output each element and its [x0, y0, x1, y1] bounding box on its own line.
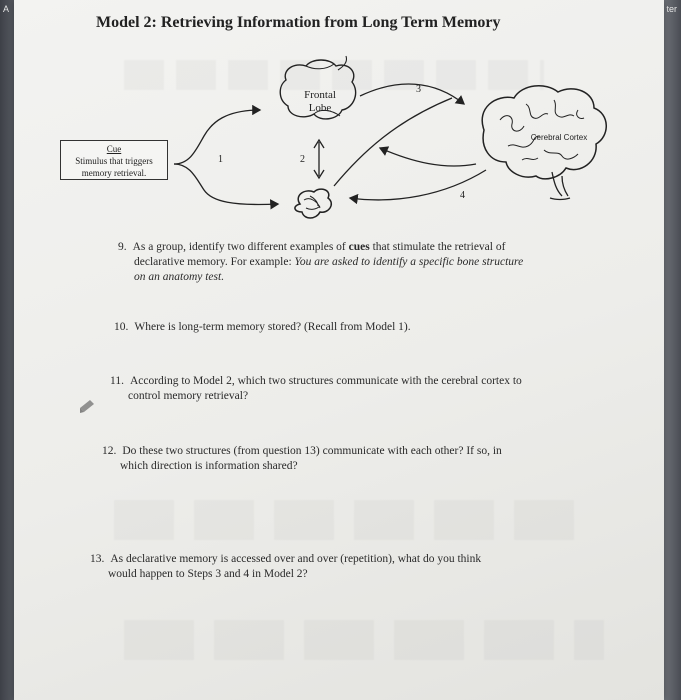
- corner-text-left: A: [3, 4, 10, 14]
- cue-description-line: memory retrieval.: [81, 168, 147, 178]
- cue-title: Cue: [106, 144, 122, 154]
- question-text: As a group, identify two different examples of: [132, 241, 349, 253]
- worksheet-page: [14, 0, 664, 700]
- step-number-3: 3: [416, 84, 421, 95]
- arrow-step1-to-frontal: [174, 110, 260, 164]
- question-number: 11.: [110, 375, 124, 387]
- question-10: [114, 320, 594, 335]
- arrow-step3: [360, 84, 464, 104]
- bleed-through-shading: [124, 620, 604, 660]
- question-text: would happen to Steps 3 and 4 in Model 2?: [108, 568, 308, 580]
- question-text: which direction is information shared?: [120, 460, 298, 472]
- question-number: 13.: [90, 553, 105, 565]
- question-text: According to Model 2, which two structures communicate with the cerebral cortex to: [129, 375, 522, 387]
- cue-description-line: Stimulus that triggers: [75, 156, 153, 166]
- step-number-1: 1: [218, 154, 223, 165]
- corner-text-right: ter: [666, 4, 677, 14]
- page-title: Model 2: Retrieving Information from Long Term Memory: [96, 14, 501, 31]
- memory-retrieval-diagram: [14, 0, 664, 250]
- question-text: Do these two structures (from question 13) communicate with each other? If so, in: [122, 445, 502, 457]
- hippocampus-icon: [295, 189, 331, 218]
- question-text: that stimulate the retrieval of: [369, 241, 506, 253]
- pencil-icon: [78, 398, 98, 414]
- question-example: You are asked to identify a specific bone structure: [294, 256, 524, 268]
- question-number: 12.: [102, 445, 117, 457]
- arrow-step4: [350, 170, 486, 200]
- question-12: [102, 444, 602, 474]
- question-13: [90, 552, 610, 582]
- question-number: 10.: [114, 321, 129, 333]
- frontal-lobe-label: Frontal: [304, 89, 336, 101]
- step-number-4: 4: [460, 190, 465, 201]
- question-11: [110, 374, 610, 404]
- question-text: Where is long-term memory stored? (Recall from Model 1).: [134, 321, 411, 333]
- question-number: 9.: [118, 241, 127, 253]
- question-9: [118, 240, 588, 285]
- question-example: on an anatomy test.: [134, 271, 225, 283]
- arrow-step1-to-hippocampus: [174, 164, 278, 204]
- cue-box: [60, 140, 168, 180]
- cerebral-cortex-label: Cerebral Cortex: [530, 133, 588, 142]
- brain-icon: [482, 86, 606, 200]
- question-text: declarative memory. For example:: [134, 256, 295, 268]
- question-text: control memory retrieval?: [128, 390, 249, 402]
- question-text: As declarative memory is accessed over and over (repetition), what do you think: [110, 553, 482, 565]
- question-keyword: cues: [348, 241, 370, 253]
- step-number-2: 2: [300, 154, 305, 165]
- arrow-hippocampus-to-cortex: [334, 98, 452, 186]
- bleed-through-shading: [114, 500, 584, 540]
- arrow-step4-return: [380, 148, 476, 166]
- frontal-lobe-label: Lobe: [308, 102, 332, 114]
